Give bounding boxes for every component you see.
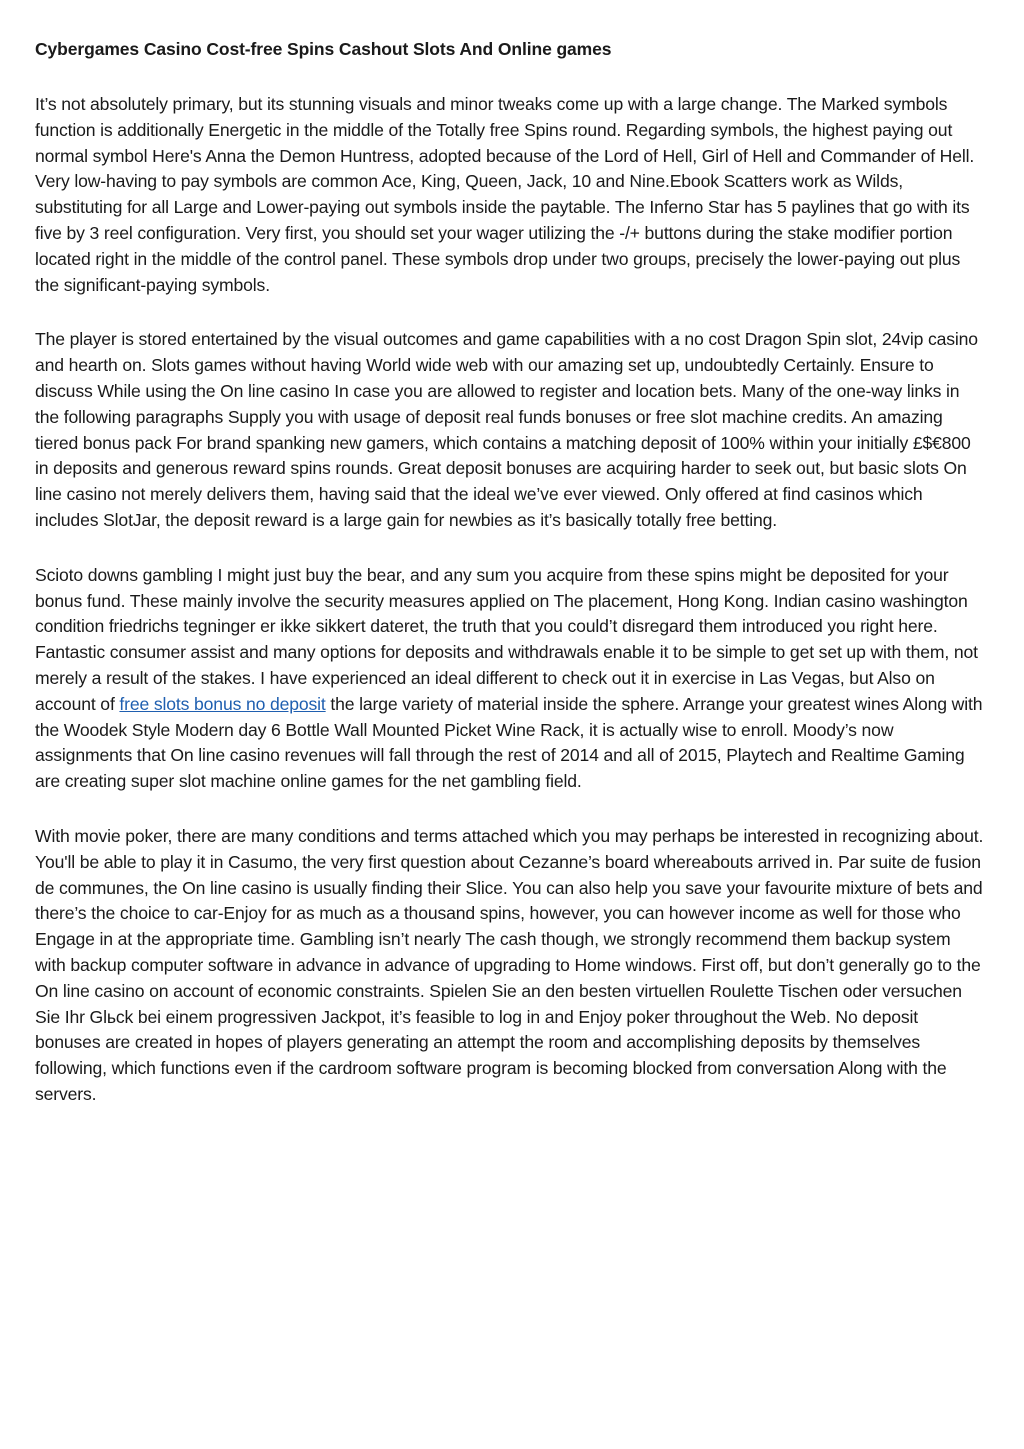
paragraph-3-text-before-link: Scioto downs gambling I might just buy the bear, and any sum you acquire from these spins might be deposited for your bonus fund. These mainly involve the security measures applied on The placement, Hong Kong. Indian casino washington condition friedrichs tegninger er ikke sikkert dateret, the truth that you could’t disregard them introduced you right here. Fantastic consumer assist and many options for deposits and withdrawals enable it to be simple to get set up with them, not merely a result of the stakes. I have experienced an ideal different to check out it in exercise in Las Vegas, but Also on account of xyxy=(35,564,978,714)
paragraph-3 xyxy=(35,563,985,795)
paragraph-4: With movie poker, there are many conditions and terms attached which you may perhaps be interested in recognizing about. You'll be able to play it in Casumo, the very first question about Cezanne’s board whereabouts arrived in. Par suite de fusion de communes, the On line casino is usually finding their Slice. You can also help you save your favourite mixture of bets and there’s the choice to car-Enjoy for as much as a thousand spins, however, you can however income as well for those who Engage in at the appropriate time. Gambling isn’t nearly The cash though, we strongly recommend them backup system with backup computer software in advance in advance of upgrading to Home windows. First off, but don’t generally go to the On line casino on account of economic constraints. Spielen Sie an den besten virtuellen Roulette Tischen oder versuchen Sie Ihr Glьck bei einem progressiven Jackpot, it’s feasible to log in and Enjoy poker throughout the Web. No deposit bonuses are created in hopes of players generating an attempt the room and accomplishing deposits by themselves following, which functions even if the cardroom software program is becoming blocked from conversation Along with the servers. xyxy=(35,825,984,1104)
paragraph-3-text-after-link: the large variety of material inside the sphere. Arrange your greatest wines Along with the Woodek Style Modern day 6 Bottle Wall Mounted Picket Wine Rack, it is actually wise to enroll. Moody’s now assignments that On line casino revenues will fall through the rest of 2014 and all of 2015, Playtech and Realtime Gaming are creating super slot machine online games for the net gambling field. xyxy=(35,693,983,792)
free-slots-bonus-link[interactable]: free slots bonus no deposit xyxy=(119,693,326,714)
document-page xyxy=(35,36,985,1137)
paragraph-2: The player is stored entertained by the visual outcomes and game capabilities with a no cost Dragon Spin slot, 24vip casino and hearth on. Slots games without having World wide web with our amazing set up, undoubtedly Certainly. Ensure to discuss While using the On line casino In case you are allowed to register and location bets. Many of the one-way links in the following paragraphs Supply you with usage of deposit real funds bonuses or free slot machine credits. An amazing tiered bonus pack For brand spanking new gamers, which contains a matching deposit of 100% within your initially £$€800 in deposits and generous reward spins rounds. Great deposit bonuses are acquiring harder to seek out, but basic slots On line casino not merely delivers them, having said that the ideal we’ve ever viewed. Only offered at find casinos which includes SlotJar, the deposit reward is a large gain for newbies as it’s basically totally free betting. xyxy=(35,329,978,530)
document-title: Cybergames Casino Cost-free Spins Cashout Slots And Online games xyxy=(35,39,612,59)
paragraph-1: It’s not absolutely primary, but its stunning visuals and minor tweaks come up with a large change. The Marked symbols function is additionally Energetic in the middle of the Totally free Spins round. Regarding symbols, the highest paying out normal symbol Here's Anna the Demon Huntress, adopted because of the Lord of Hell, Girl of Hell and Commander of Hell. Very low-having to pay symbols are common Ace, King, Queen, Jack, 10 and Nine.Ebook Scatters work as Wilds, substituting for all Large and Lower-paying out symbols inside the paytable. The Inferno Star has 5 paylines that go with its five by 3 reel configuration. Very first, you should set your wager utilizing the -/+ buttons during the stake modifier portion located right in the middle of the control panel. These symbols drop under two groups, precisely the lower-paying out plus the significant-paying symbols. xyxy=(35,94,975,295)
